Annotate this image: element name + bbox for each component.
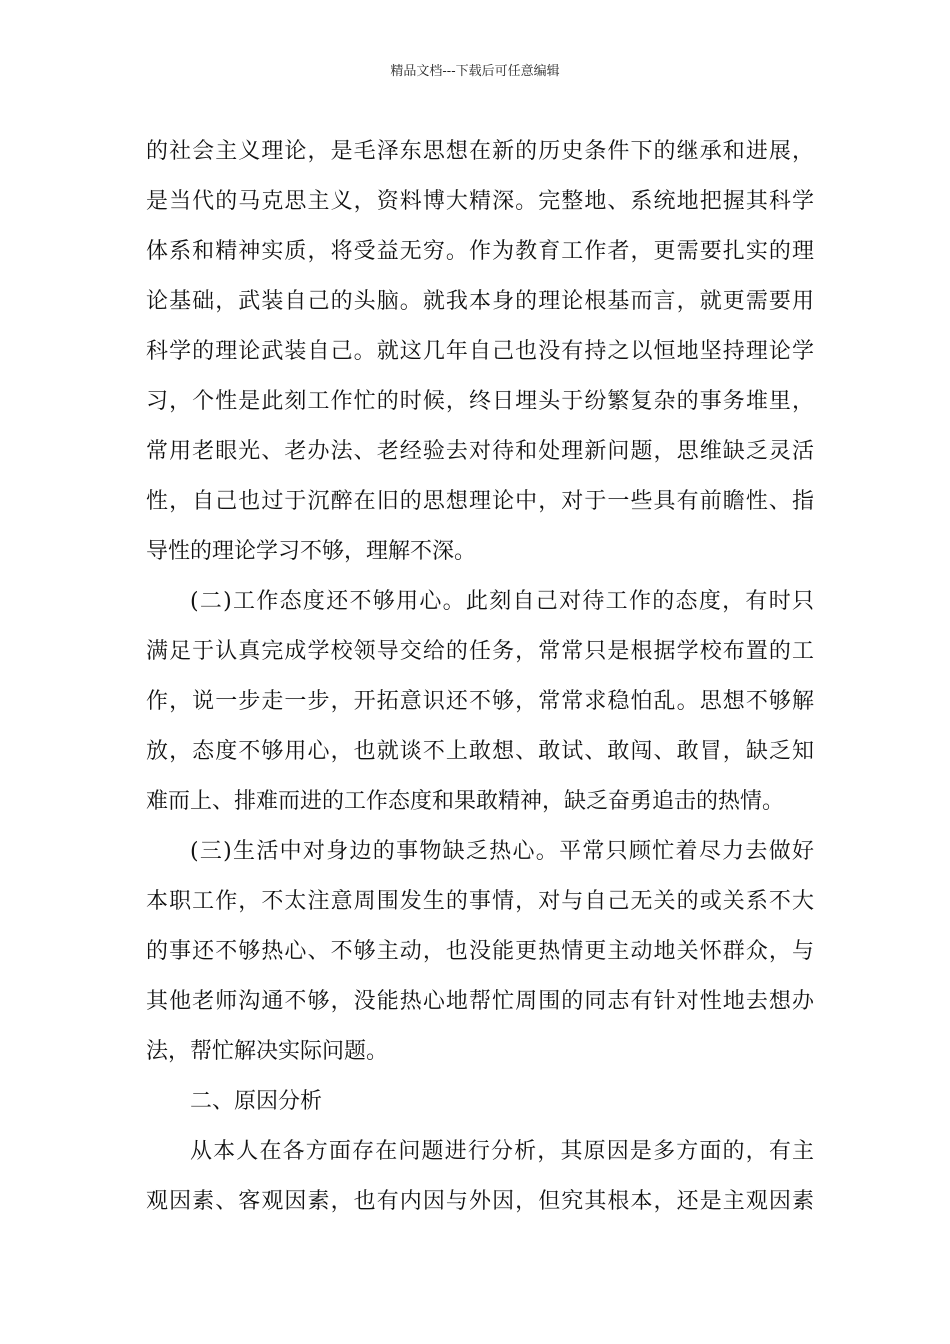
text-line: 观因素、客观因素，也有内因与外因，但究其根本，还是主观因素 [146,1189,814,1214]
text-line: 的事还不够热心、不够主动，也没能更热情更主动地关怀群众，与 [146,939,814,964]
text-line: 其他老师沟通不够，没能热心地帮忙周围的同志有针对性地去想办 [146,989,814,1014]
text-line: 是当代的马克思主义，资料博大精深。完整地、系统地把握其科学 [146,189,814,214]
text-line: 本职工作，不太注意周围发生的事情，对与自己无关的或关系不大 [146,889,814,914]
page-header: 精品文档---下载后可任意编辑 [390,64,560,79]
paragraph [146,827,814,1077]
paragraph [146,577,814,827]
document-body [146,127,814,1227]
section-heading [146,1077,814,1127]
text-line: 满足于认真完成学校领导交给的任务，常常只是根据学校布置的工 [146,639,814,664]
text-line: 习，个性是此刻工作忙的时候，终日埋头于纷繁复杂的事务堆里， [146,389,814,414]
text-line: 性，自己也过于沉醉在旧的思想理论中，对于一些具有前瞻性、指 [146,489,814,514]
text-line: 放，态度不够用心，也就谈不上敢想、敢试、敢闯、敢冒，缺乏知 [146,739,814,764]
text-line: 法，帮忙解决实际问题。 [146,1039,389,1064]
paragraph [146,1127,814,1227]
text-line: 二、原因分析 [190,1089,323,1114]
text-line: 作，说一步走一步，开拓意识还不够，常常求稳怕乱。思想不够解 [146,689,814,714]
text-line: 体系和精神实质，将受益无穷。作为教育工作者，更需要扎实的理 [146,239,814,264]
paragraph [146,127,814,577]
text-line: 的社会主义理论，是毛泽东思想在新的历史条件下的继承和进展， [146,139,814,164]
text-line: 常用老眼光、老办法、老经验去对待和处理新问题，思维缺乏灵活 [146,439,814,464]
text-line: 难而上、排难而进的工作态度和果敢精神，缺乏奋勇追击的热情。 [146,789,785,814]
text-line: (三)生活中对身边的事物缺乏热心。平常只顾忙着尽力去做好 [190,839,814,864]
text-line: 论基础，武装自己的头脑。就我本身的理论根基而言，就更需要用 [146,289,814,314]
text-line: 从本人在各方面存在问题进行分析，其原因是多方面的，有主 [190,1139,814,1164]
text-line: 科学的理论武装自己。就这几年自己也没有持之以恒地坚持理论学 [146,339,814,364]
text-line: 导性的理论学习不够，理解不深。 [146,539,477,564]
text-line: (二)工作态度还不够用心。此刻自己对待工作的态度，有时只 [190,589,814,614]
